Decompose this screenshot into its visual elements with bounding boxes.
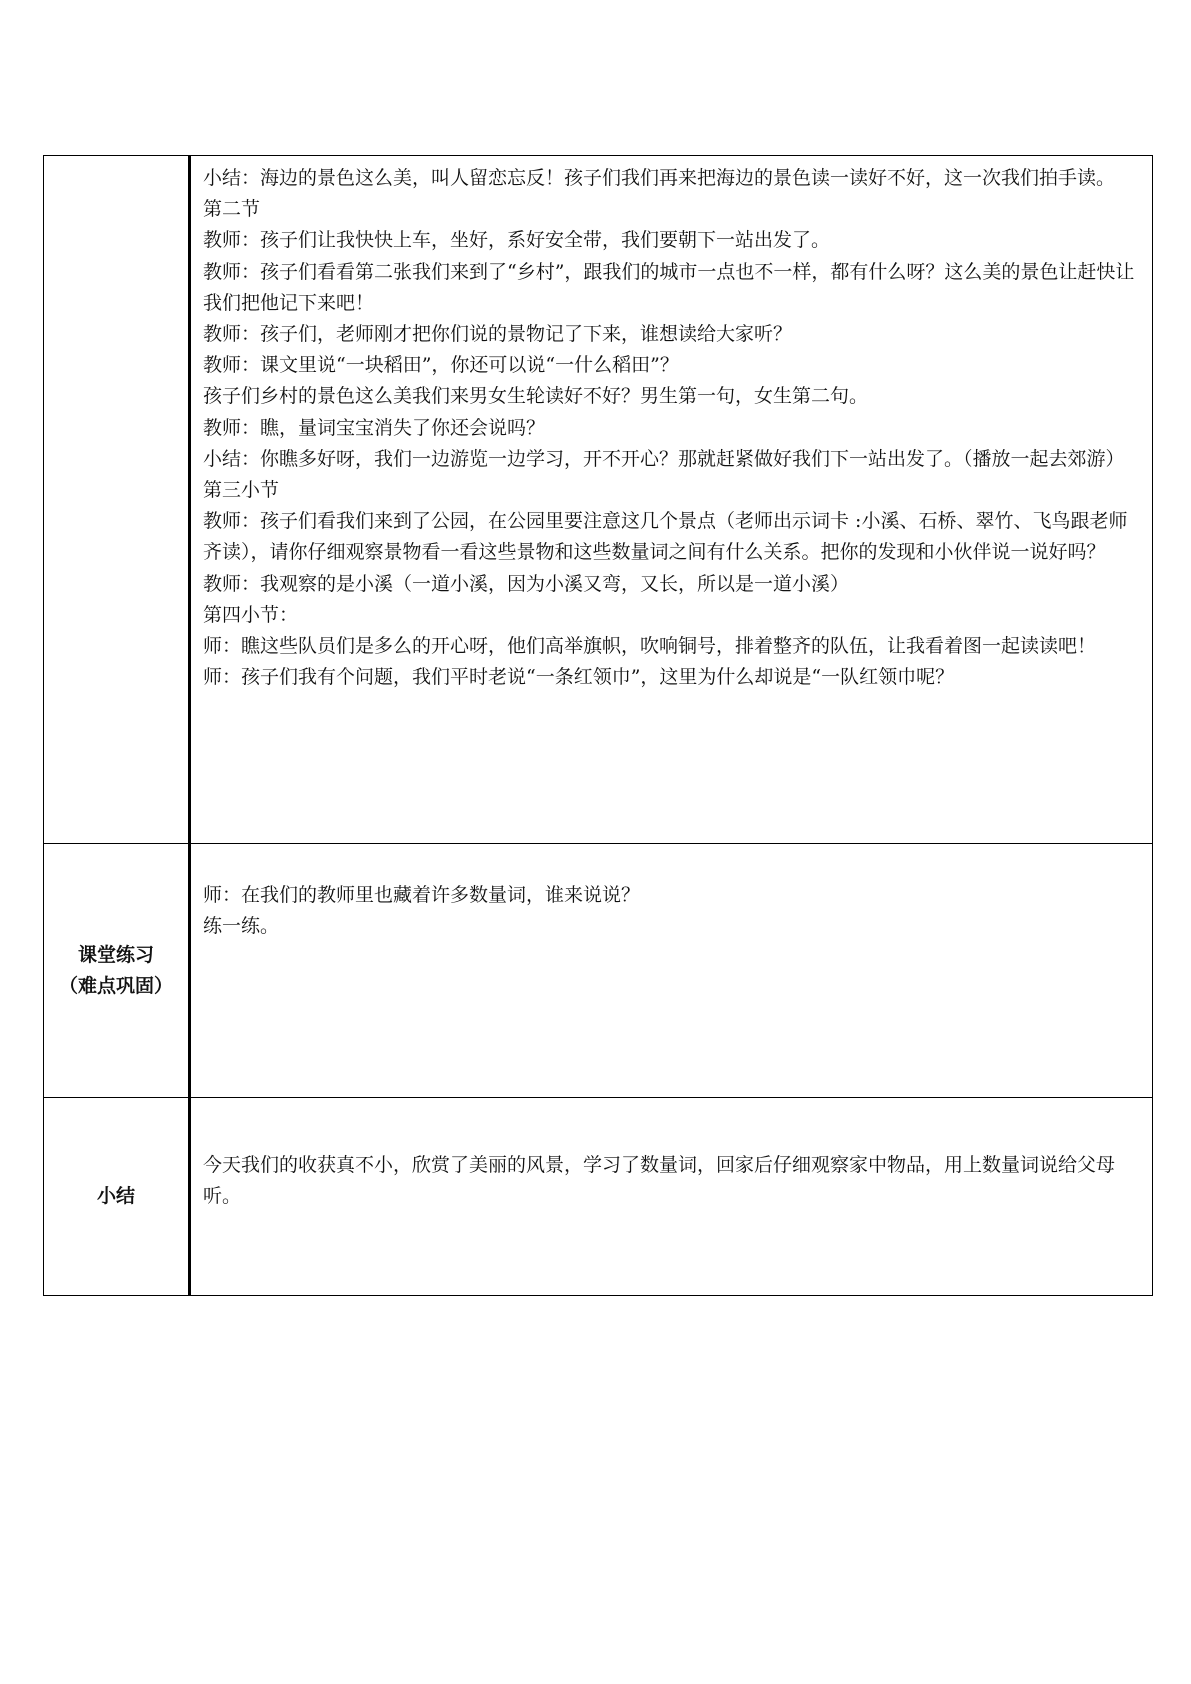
text-line: 小结：你瞧多好呀，我们一边游览一边学习，开不开心？那就赶紧做好我们下一站出发了。（播放一起去郊游） <box>203 447 1125 470</box>
row-label-line: 小结 <box>96 1185 135 1207</box>
text-line: 教师：孩子们看我们来到了公园，在公园里要注意这几个景点（老师出示词卡 :小溪、石桥、翠竹、飞鸟跟老师齐读），请你仔细观察景物看一看这些景物和这些数量词之间有什么关系。把你的发现和小伙伴说一说好吗？ <box>203 510 1128 564</box>
text-line: 练一练。 <box>203 915 280 938</box>
table-row-summary <box>44 1098 1153 1296</box>
text-line: 第三小节 <box>203 479 280 502</box>
row-content-summary <box>190 1098 1153 1296</box>
row-label-line: （难点巩固） <box>58 974 173 997</box>
text-line: 教师：孩子们，老师刚才把你们说的景物记了下来，谁想读给大家听？ <box>203 323 793 346</box>
row-label-line: 课堂练习 <box>77 943 154 966</box>
text-line: 师：在我们的教师里也藏着许多数量词，谁来说说？ <box>203 884 641 906</box>
text-line: 教师：孩子们看看第二张我们来到了“乡村”，跟我们的城市一点也不一样，都有什么呀？这么美的景色让赶快让我们把他记下来吧！ <box>203 260 1135 314</box>
text-line: 今天我们的收获真不小，欣赏了美丽的风景，学习了数量词，回家后仔细观察家中物品，用上数量词说给父母听。 <box>203 1154 1116 1208</box>
text-line: 教师：我观察的是小溪（一道小溪，因为小溪又弯，又长，所以是一道小溪） <box>203 572 850 595</box>
row-content-teaching-process <box>190 156 1153 844</box>
text-line: 教师：瞧，量词宝宝消失了你还会说吗？ <box>203 416 546 439</box>
text-line: 第二节 <box>203 198 261 221</box>
text-line: 孩子们乡村的景色这么美我们来男女生轮读好不好？男生第一句，女生第二句。 <box>203 385 869 408</box>
row-label-practice <box>44 844 190 1098</box>
text-line: 教师：课文里说“一块稻田”，你还可以说“一什么稻田”？ <box>203 354 679 377</box>
text-line: 小结：海边的景色这么美，叫人留恋忘反！孩子们我们再来把海边的景色读一读好不好，这一次我们拍手读。 <box>203 167 1116 189</box>
text-line: 第四小节： <box>203 603 299 626</box>
row-label-summary <box>44 1098 190 1296</box>
table-row-teaching-process <box>44 156 1153 844</box>
table-row-practice <box>44 844 1153 1098</box>
lesson-plan-table <box>43 155 1153 1296</box>
row-label-empty <box>44 156 190 844</box>
text-line: 教师：孩子们让我快快上车，坐好，系好安全带，我们要朝下一站出发了。 <box>203 229 831 252</box>
text-line: 师：孩子们我有个问题，我们平时老说“一条红领巾”，这里为什么却说是“一队红领巾呢？ <box>203 666 955 689</box>
row-content-practice <box>190 844 1153 1098</box>
text-line: 师：瞧这些队员们是多么的开心呀，他们高举旗帜，吹响铜号，排着整齐的队伍，让我看着图一起读读吧！ <box>203 635 1097 658</box>
